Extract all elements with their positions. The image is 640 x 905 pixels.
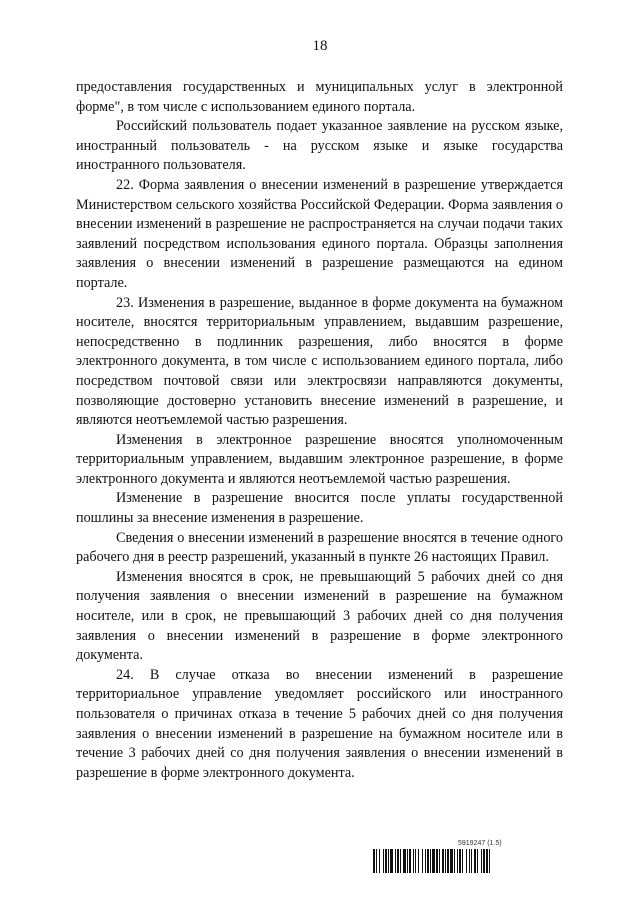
barcode-bar [490, 849, 491, 873]
barcode-icon [373, 849, 565, 873]
paragraph: Изменения вносятся в срок, не превышающий 5 рабочих дней со дня получения заявления о внесении изменений в разрешение на бумажном носителе, или в срок, не превышающий 3 рабочих дней со дня получения заявления о внесении изменений в разрешение в форме электронного документа. [76, 568, 563, 664]
paragraph: Изменение в разрешение вносится после уплаты государственной пошлины за внесение изменения в разрешение. [76, 490, 563, 527]
paragraph-item-22: 22. Форма заявления о внесении изменений в разрешение утверждается Министерством сельского хозяйства Российской Федерации. Форма заявления о внесении изменений в разрешение не распространяется на случаи подачи таких заявлений посредством использования единого портала. Образцы заполнения заявления о внесении изменений в разрешение размещаются на едином портале. [76, 176, 563, 291]
document-body [76, 78, 563, 783]
paragraph-item-23: 23. Изменения в разрешение, выданное в форме документа на бумажном носителе, вносятся территориальным управлением, выдавшим разрешение, непосредственно в подлинник разрешения, либо вносятся в форме электронного документа, в том числе с использованием единого портала, либо посредством почтовой связи или электросвязи направляются документы, позволяющие достоверно установить внесение изменений в разрешение, и являются неотъемлемой частью разрешения. [76, 294, 563, 429]
paragraph-continuation: предоставления государственных и муниципальных услуг в электронной форме", в том числе с использованием единого портала. [76, 79, 563, 115]
paragraph: Изменения в электронное разрешение вносятся уполномоченным территориальным управлением, выдавшим электронное разрешение, в форме электронного документа и являются неотъемлемой частью разрешения. [76, 431, 563, 487]
page-number: 18 [312, 38, 328, 54]
paragraph: Российский пользователь подает указанное заявление на русском языке, иностранный пользователь - на русском языке и языке государства иностранного пользователя. [76, 118, 563, 174]
paragraph-item-24: 24. В случае отказа во внесении изменений в разрешение территориальное управление уведомляет российского или иностранного пользователя о причинах отказа в течение 5 рабочих дней со дня получения заявления о внесении изменений в разрешение на бумажном носителе или в течение 3 рабочих дней со дня получения заявления о внесении изменений в разрешение в форме электронного документа. [76, 666, 563, 781]
document-code: 5919247 (1.5) [458, 840, 502, 847]
paragraph: Сведения о внесении изменений в разрешение вносятся в течение одного рабочего дня в реестр разрешений, указанный в пункте 26 настоящих Правил. [76, 529, 563, 566]
